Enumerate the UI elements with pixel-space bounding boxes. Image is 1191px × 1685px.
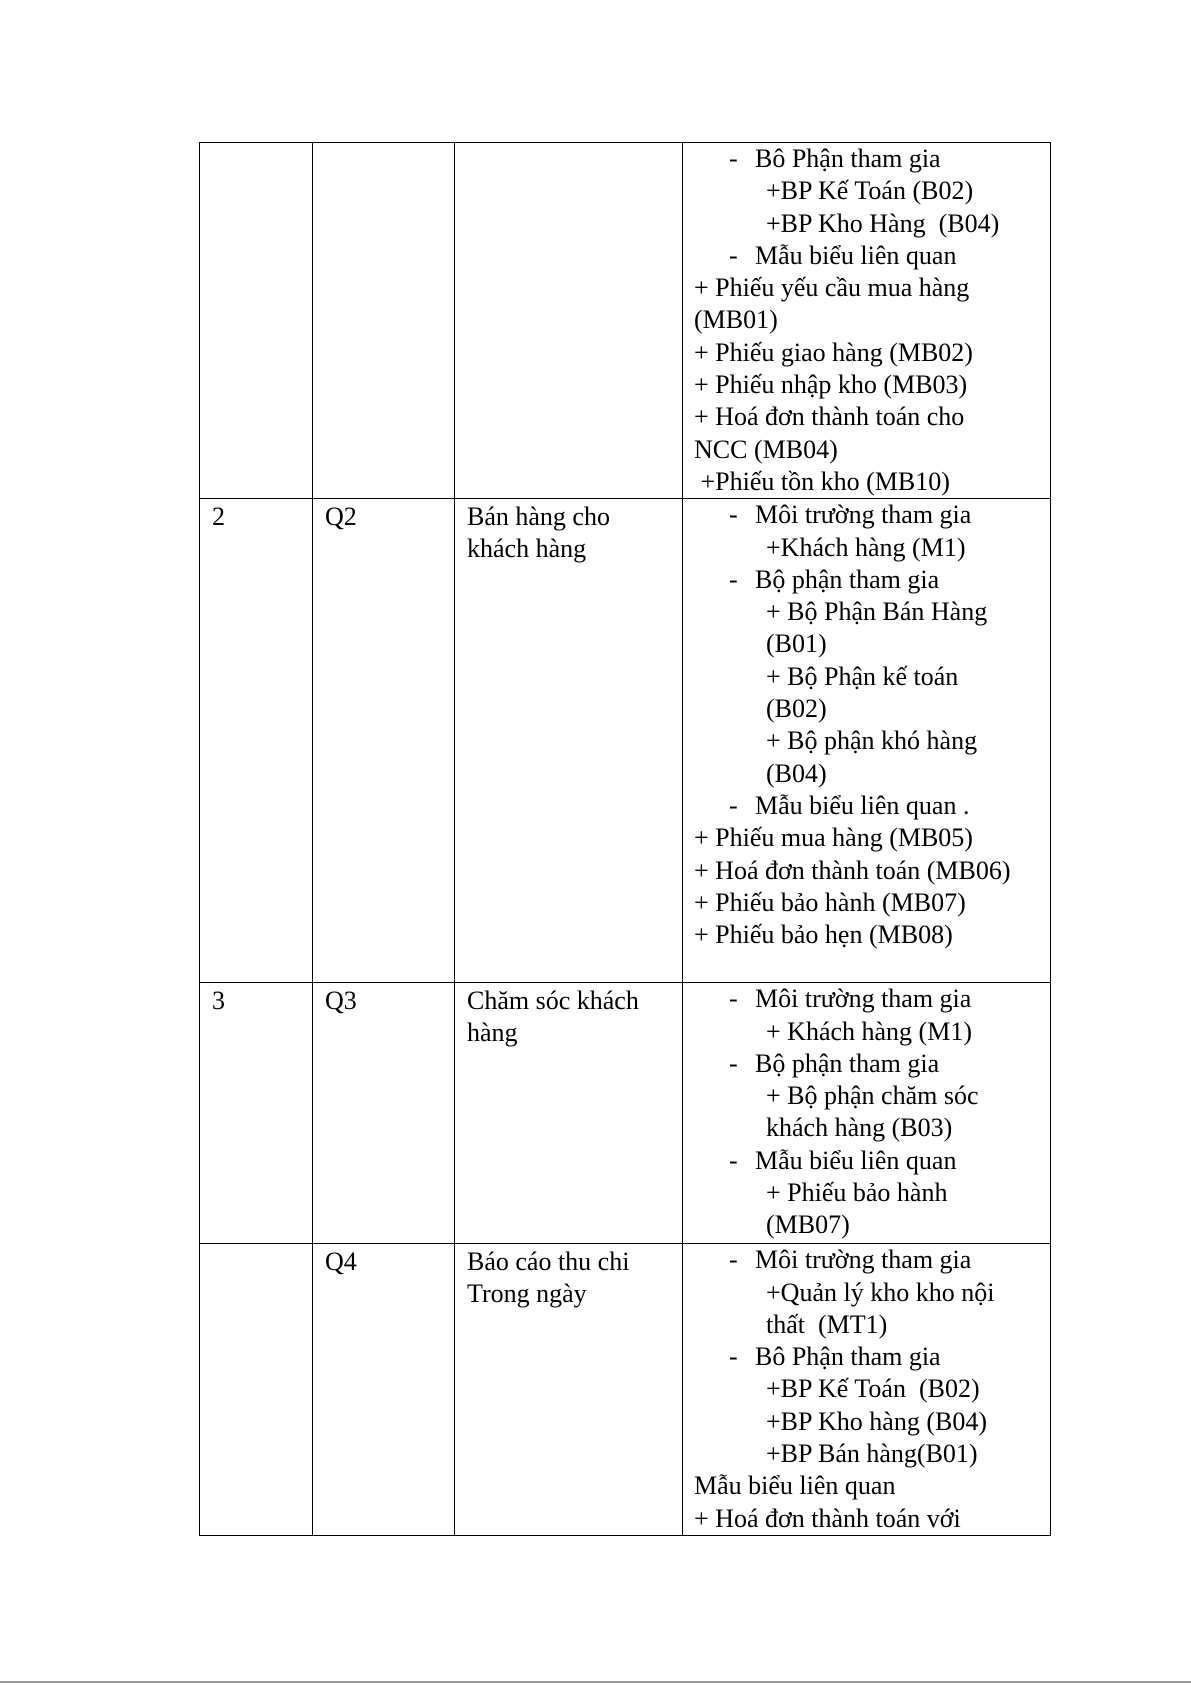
detail-line [683, 887, 1050, 919]
detail-text: + Hoá đơn thành toán cho [694, 402, 965, 432]
process-name [455, 983, 682, 1049]
table-row [200, 983, 1051, 1244]
detail-text: +Phiếu tồn kho (MB10) [694, 466, 950, 496]
detail-text: (MB01) [694, 305, 778, 335]
detail-text: +BP Kho hàng (B04) [766, 1406, 987, 1436]
detail-text: Mẫu biểu liên quan [694, 1471, 896, 1501]
dash-bullet-icon: - [729, 500, 738, 530]
cell-details [683, 143, 1051, 499]
stt-text [200, 143, 312, 145]
process-name-line: Bán hàng cho [467, 502, 610, 532]
cell-details [683, 499, 1051, 983]
detail-line [683, 1373, 1050, 1405]
detail-line [683, 1080, 1050, 1112]
process-name [455, 143, 682, 145]
detail-line [683, 1438, 1050, 1470]
bullet-item [683, 143, 1050, 175]
details-lines [683, 143, 1050, 498]
detail-text: Bô Phận tham gia [755, 144, 941, 173]
cell-code [313, 983, 455, 1244]
detail-line [683, 401, 1050, 433]
detail-line [683, 596, 1050, 628]
detail-text: + Phiếu nhập kho (MB03) [694, 370, 968, 400]
detail-text: + Hoá đơn thành toán (MB06) [694, 855, 1011, 885]
dash-bullet-icon: - [729, 144, 738, 173]
details-lines [683, 983, 1050, 1241]
detail-line [683, 1209, 1050, 1241]
detail-line [683, 855, 1050, 887]
detail-line [683, 1177, 1050, 1209]
detail-line [683, 725, 1050, 757]
dash-bullet-icon: - [729, 1342, 738, 1372]
bullet-item [683, 240, 1050, 272]
dash-bullet-icon: - [729, 564, 738, 594]
detail-line [683, 208, 1050, 240]
detail-text: + Phiếu yếu cầu mua hàng [694, 273, 970, 303]
detail-line [683, 175, 1050, 207]
detail-line [683, 758, 1050, 790]
bullet-item [683, 1244, 1050, 1276]
detail-text: + Bộ Phận Bán Hàng [766, 597, 988, 627]
stt-text [200, 1244, 312, 1246]
detail-text: Mẫu biểu liên quan [755, 240, 957, 270]
stt-text: 3 [212, 986, 225, 1016]
dash-bullet-icon: - [729, 1048, 738, 1078]
stt-text: 2 [212, 502, 225, 532]
detail-text: + Bộ phận khó hàng [766, 726, 978, 756]
detail-line [683, 1112, 1050, 1144]
detail-text: +Khách hàng (M1) [766, 532, 966, 562]
detail-text: + Bộ phận chăm sóc [766, 1081, 979, 1111]
detail-line [683, 661, 1050, 693]
cell-process-name [455, 1244, 683, 1536]
details-lines [683, 1244, 1050, 1535]
cell-code [313, 143, 455, 499]
detail-text: (B01) [766, 629, 827, 659]
detail-text: +Quản lý kho kho nội [766, 1277, 995, 1307]
detail-text: thất (MT1) [766, 1309, 888, 1339]
bullet-item [683, 1048, 1050, 1080]
detail-text: Mẫu biểu liên quan . [755, 790, 970, 820]
process-name [455, 499, 682, 565]
detail-text: + Phiếu bảo hành (MB07) [694, 887, 966, 917]
dash-bullet-icon: - [729, 240, 738, 270]
detail-text: Bô Phận tham gia [755, 1342, 941, 1372]
detail-text: + Phiếu bảo hành [766, 1178, 948, 1208]
detail-line [683, 1470, 1050, 1502]
detail-text: khách hàng (B03) [766, 1113, 953, 1143]
cell-details [683, 983, 1051, 1244]
bullet-item [683, 790, 1050, 822]
detail-line [683, 337, 1050, 369]
process-name-line: khách hàng [467, 534, 587, 564]
page-bottom-rule [0, 1681, 1191, 1683]
detail-text: Môi trường tham gia [755, 1245, 972, 1275]
process-name-line: Trong ngày [467, 1279, 587, 1309]
detail-line [683, 1503, 1050, 1535]
detail-line [683, 1309, 1050, 1341]
bullet-item [683, 1341, 1050, 1373]
detail-line [683, 369, 1050, 401]
detail-line [683, 434, 1050, 466]
details-lines [683, 499, 1050, 951]
process-name-line: Báo cáo thu chi [467, 1247, 630, 1277]
bullet-item [683, 564, 1050, 596]
bullet-item [683, 1145, 1050, 1177]
dash-bullet-icon: - [729, 1145, 738, 1175]
detail-text: (B04) [766, 758, 827, 788]
detail-line [683, 532, 1050, 564]
process-name-line: Chăm sóc khách [467, 986, 639, 1016]
detail-text: + Hoá đơn thành toán với [694, 1503, 961, 1533]
cell-stt [200, 143, 313, 499]
process-name-line: hàng [467, 1018, 518, 1048]
detail-text: + Phiếu bảo hẹn (MB08) [694, 920, 953, 950]
detail-text: (MB07) [766, 1210, 850, 1240]
cell-process-name [455, 499, 683, 983]
detail-text: +BP Bán hàng(B01) [766, 1439, 978, 1469]
detail-line [683, 1016, 1050, 1048]
bullet-item [683, 499, 1050, 531]
detail-text: + Phiếu mua hàng (MB05) [694, 823, 973, 853]
cell-stt [200, 983, 313, 1244]
process-table-body [200, 143, 1051, 1536]
detail-text: Môi trường tham gia [755, 500, 972, 530]
detail-text: +BP Kế Toán (B02) [766, 176, 974, 206]
detail-text: Môi trường tham gia [755, 984, 972, 1014]
dash-bullet-icon: - [729, 1245, 738, 1275]
table-row [200, 499, 1051, 983]
detail-text: Bộ phận tham gia [755, 564, 940, 594]
process-table [199, 142, 1051, 1536]
cell-details [683, 1244, 1051, 1536]
detail-text: + Khách hàng (M1) [766, 1016, 972, 1046]
cell-process-name [455, 983, 683, 1244]
detail-text: + Phiếu giao hàng (MB02) [694, 337, 973, 367]
code-text: Q2 [325, 502, 357, 532]
table-row [200, 143, 1051, 499]
cell-code [313, 1244, 455, 1536]
detail-text: +BP Kế Toán (B02) [766, 1374, 980, 1404]
detail-text: (B02) [766, 694, 827, 724]
cell-code [313, 499, 455, 983]
detail-line [683, 1277, 1050, 1309]
detail-line [683, 272, 1050, 304]
table-row [200, 1244, 1051, 1536]
cell-stt [200, 1244, 313, 1536]
detail-text: + Bộ Phận kế toán [766, 661, 959, 691]
detail-text: NCC (MB04) [694, 434, 838, 464]
detail-line [683, 919, 1050, 951]
cell-process-name [455, 143, 683, 499]
code-text: Q4 [325, 1247, 357, 1277]
detail-text: +BP Kho Hàng (B04) [766, 208, 1000, 238]
detail-line [683, 822, 1050, 854]
dash-bullet-icon: - [729, 790, 738, 820]
detail-line [683, 693, 1050, 725]
detail-line [683, 466, 1050, 498]
code-text: Q3 [325, 986, 357, 1016]
cell-stt [200, 499, 313, 983]
detail-text: Mẫu biểu liên quan [755, 1145, 957, 1175]
code-text [313, 143, 454, 145]
bullet-item [683, 983, 1050, 1015]
detail-line [683, 1406, 1050, 1438]
detail-line [683, 628, 1050, 660]
detail-line [683, 304, 1050, 336]
dash-bullet-icon: - [729, 984, 738, 1014]
process-name [455, 1244, 682, 1310]
detail-text: Bộ phận tham gia [755, 1048, 940, 1078]
